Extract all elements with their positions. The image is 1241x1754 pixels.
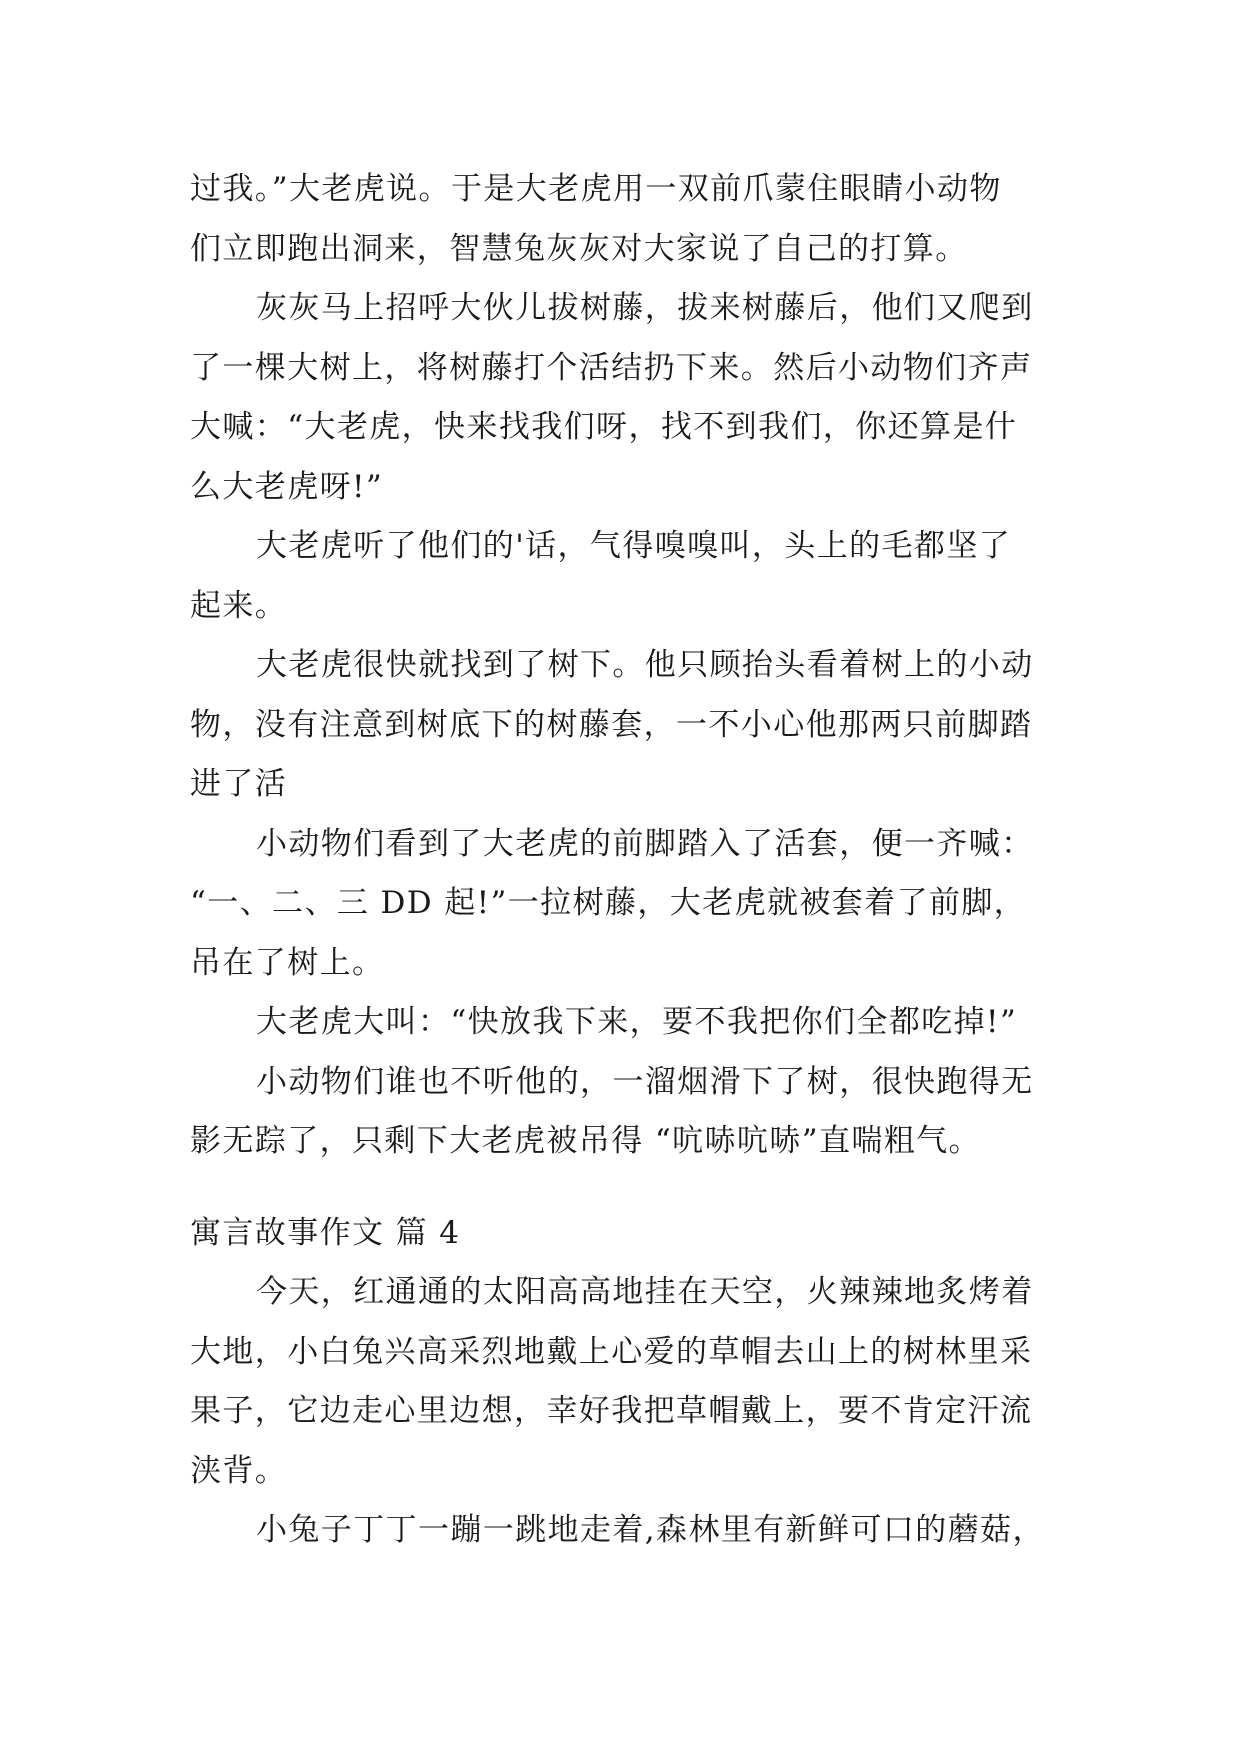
text-line: 大喊：“大老虎，快来找我们呀，找不到我们，你还算是什: [190, 409, 1018, 445]
text-line: 物，没有注意到树底下的树藤套，一不小心他那两只前脚踏: [190, 706, 1033, 743]
text-line: 们立即跑出洞来，智慧兔灰灰对大家说了自己的打算。: [190, 230, 968, 267]
paragraph-start: 灰灰马上招呼大伙儿拔树藤，拔来树藤后，他们又爬到: [256, 290, 1034, 326]
document-body: [190, 160, 1070, 1561]
text-line: 进了活: [190, 766, 288, 802]
text-line: 过我。”大老虎说。于是大老虎用一双前爪蒙住眼睛小动物: [190, 171, 1002, 207]
text-line: 了一棵大树上，将树藤打个活结扔下来。然后小动物们齐声: [190, 349, 1033, 386]
paragraph-start: 小动物们看到了大老虎的前脚踏入了活套，便一齐喊：: [256, 825, 1034, 862]
paragraph-start: 大老虎听了他们的'话，气得嗅嗅叫，头上的毛都坚了: [256, 528, 1012, 564]
paragraph-start: 小动物们谁也不听他的，一溜烟滑下了树，很快跑得无: [256, 1063, 1034, 1100]
section-heading: 寓言故事作文 篇 4: [190, 1214, 461, 1251]
text-line: 么大老虎呀!”: [190, 468, 384, 505]
paragraph-start: 大老虎大叫：“快放我下来，要不我把你们全都吃掉!”: [256, 1004, 1018, 1040]
paragraph-start: 大老虎很快就找到了树下。他只顾抬头看着树上的小动: [256, 647, 1034, 683]
text-line: 浃背。: [190, 1452, 288, 1489]
text-line: 大地，小白兔兴高采烈地戴上心爱的草帽去山上的树林里采: [190, 1333, 1033, 1370]
text-line: 影无踪了，只剩下大老虎被吊得 “吭哧吭哧”直喘粗气。: [190, 1123, 981, 1159]
text-line: 起来。: [190, 587, 288, 624]
text-line: “一、二、三 DD 起!”一拉树藤，大老虎就被套着了前脚，: [190, 885, 1027, 921]
text-line: 果子，它边走心里边想，幸好我把草帽戴上，要不肯定汗流: [190, 1393, 1033, 1429]
text-line: 吊在了树上。: [190, 944, 385, 981]
paragraph-start: 今天，红通通的太阳高高地挂在天空，火辣辣地炙烤着: [256, 1274, 1034, 1310]
paragraph-start: 小兔子丁丁一蹦一跳地走着,森林里有新鲜可口的蘑菇，: [256, 1512, 1045, 1548]
